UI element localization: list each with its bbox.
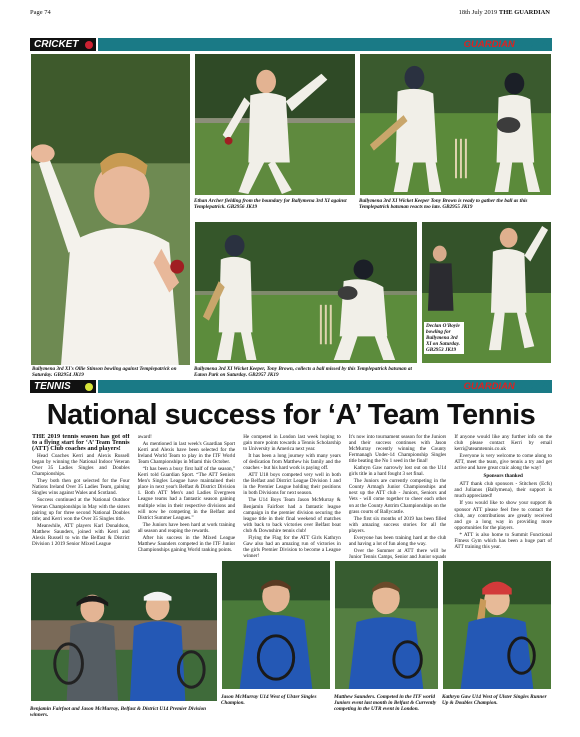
article-column-2: [138, 434, 236, 569]
paragraph: If you would like to show your support & sponsor ATT please feel free to contact the club, any contributions are greatly received and go a long way in providing more opportunities for the players.: [454, 500, 552, 531]
paragraph: * ATT is also home to Summit Functional Fitness Gym which has been a huge part of ATT training this year.: [454, 531, 552, 550]
publication-name: THE GUARDIAN: [498, 9, 550, 16]
issue-info: [459, 9, 550, 16]
paragraph: They both then got selected for the Four Nations Ireland Over 35 Ladies Team, gaining Singles wins against Wales and Scotland.: [32, 478, 130, 497]
paragraph: He competed in London last week hoping to gain more points towards a Tennis Scholarship to University in America next year.: [243, 434, 341, 453]
paragraph: The first six months of 2019 has been filled with amazing success stories for all the players.: [348, 515, 447, 534]
photo-matthew-saunders: [334, 560, 439, 690]
tennis-label-text: TENNIS: [34, 381, 71, 392]
article-body: [32, 434, 552, 569]
article-headline: National success for ‘A’ Team Tennis: [46, 399, 536, 431]
cricket-label-text: CRICKET: [34, 39, 79, 50]
photo-kathryn-gaw: [442, 560, 552, 690]
tennis-ball-icon: [85, 383, 93, 391]
paragraph: It's now into tournament season for the Juniors and their success continues with Jason McMurray recently winning the County Fermanagh Under-14 Championship Singles title beating the No 1 seed in the final!: [348, 434, 447, 465]
photo-tony-ready: [359, 53, 552, 196]
photo-ollie-bowling: [30, 53, 191, 371]
paragraph: After his success in the Mixed League Matthew Saunders competed in the ITF Junior Championships gaining World ranking points.: [137, 534, 236, 553]
article-column-3: [243, 434, 341, 569]
paragraph: “It has been a busy first half of the season,” Kerri told Guardian Sport. “The ATT Seniors Men's Singles League have maintained their place in next year's Belfast & District Division 1. Both ATT Men's and Ladies Evergreen League teams had a fantastic season gaining multiple wins in their respective divisions and will now be competing in the Belfast and District Summer Leagues.”: [137, 466, 236, 521]
caption-tony-collects: Ballymena 3rd XI Wicket Keeper, Tony Brown, collects a ball missed by this Templepatrick batsman at Eaton Park on Saturday. GB2957 JK19: [194, 366, 412, 378]
masthead-sport: SPORT: [517, 381, 550, 392]
photo-benjamin-jason: [30, 572, 218, 702]
article-column-4: [349, 434, 447, 569]
paragraph: Kathryn Gaw narrowly lost out on the U14 girls title in a hard fought 3 set final.: [348, 465, 447, 478]
caption-benjamin-jason: Benjamin Fairfoot and Jason McMurray, Belfast & District U14 Premier Division winners.: [30, 706, 207, 718]
caption-jason: Jason McMurray U14 West of Ulster Singles Champion.: [221, 694, 317, 706]
guardian-sport-masthead: [464, 380, 550, 393]
paragraph: Flying the Flag for the ATT Girls Kathryn Gaw also had an amazing run of victories in the girls Premier Division to become a League winner!: [243, 534, 341, 559]
lead-text: THE 2019 tennis season has got off to a flying start for ‘A’ Team Tennis (ATT) Club coaches and players!: [32, 434, 130, 453]
guardian-sport-masthead: [464, 38, 550, 51]
caption-declan: Declan O'Boyle bowling for Ballymena 3rd XI on Saturday. GB2953 JK19: [424, 322, 464, 354]
photo-ethan-fielding: [194, 53, 356, 196]
article-column-1: [32, 434, 130, 569]
paragraph: The U14 Boys Team Jason McMurray & Benjamin Fairfoot had a fantastic league campaign in the premier division securing the league title in their final weekend of matches with back to back victories over Belfast boat club & Downshire tennis club!: [243, 497, 341, 534]
caption-ethan: Ethan Archer fielding from the boundary for Ballymena 3rd XI against Templepatrick. GB2956 JK19: [194, 198, 347, 210]
paragraph: Head Coaches Kerri and Alexis Russell began by winning the National Indoor Veteran Over 35 Ladies Singles and Doubles Championships.: [32, 453, 130, 478]
caption-tony-ready: Ballymena 3rd XI Wicket Keeper Tony Brown is ready to gather the ball as this Templepatrick batsman reacts too late. GB2955 JK19: [359, 198, 528, 210]
masthead-guardian: GUARDIAN: [463, 39, 515, 50]
paragraph: As mentioned in last week's Guardian Sport Kerri and Alexis have been selected for the Ireland World Team to play in the ITF World Team Championships in Miami this October.: [137, 441, 236, 466]
issue-date: 18th July 2019: [458, 9, 498, 16]
caption-kathryn: Kathryn Gaw U14 West of Ulster Singles Runner Up & Doubles Champion.: [442, 694, 547, 706]
paragraph: It has been a long journey with many years of dedication from Matthew his family and the coaches - but his hard work is paying off.: [243, 453, 341, 472]
paragraph: The Juniors have been hard at work training all season and reaping the rewards.: [137, 521, 236, 534]
cricket-ball-icon: [85, 41, 93, 49]
subheading-sponsors: Sponsors thanked: [483, 473, 523, 480]
paragraph: ATT thank club sponsors - Stitchers (Ecfs) and Julianos (Ballymena), their support is much appreciated!: [454, 481, 552, 500]
paragraph: Everyone is very welcome to come along to ATT, meet the team, give tennis a try and get active and have great craic along the way!: [454, 453, 552, 472]
cricket-section-label: [30, 38, 96, 51]
photo-jason-mcmurray: [221, 560, 331, 690]
photo-tony-collects: [194, 221, 418, 364]
paragraph: Everyone has been training hard at the club and having a lot of fun along the way.: [348, 534, 447, 547]
page-header: [30, 0, 550, 16]
paragraph: If anyone would like any further info on the club please contact Kerri by email kerri@ateamtennis.co.uk: [454, 434, 552, 453]
masthead-guardian: GUARDIAN: [463, 381, 515, 392]
masthead-sport: SPORT: [517, 39, 550, 50]
tennis-section-label: [30, 380, 96, 393]
article-column-5: [454, 434, 552, 569]
paragraph: Meanwhile, ATT players Karl Donaldson, Matthew Saunders, joined with Kerri and Alexis Russell to win the Belfast & District Division 1 2019 Senior Mixed League: [32, 522, 130, 547]
paragraph: award!: [137, 434, 152, 440]
paragraph: Over the Summer at ATT there will be Junior Tennis Camps, Senior and Junior squads: [348, 547, 447, 560]
page-number: Page 74: [30, 9, 51, 16]
tennis-section-band: [30, 380, 552, 393]
paragraph: The Juniors are currently competing in the County Armagh Junior Championships and next up the ATT club - Juniors, Seniors and Vets - will come together to cheer each other on at the County Antrim Championships on the grass courts of Ballycastle.: [348, 478, 447, 515]
paragraph: ATT U18 boys competed very well in both the Belfast and District League Division 1 and in the Premier League holding their positions in both Divisions for next season.: [243, 472, 341, 497]
paragraph: Success continued at the National Outdoor Veteran Championships in May with the sisters pairing up for three second National Doubles title; and Kerri won the Over 35 Singles title.: [32, 497, 130, 522]
article-lead: [32, 434, 130, 452]
caption-ollie: Ballymena 3rd XI's Ollie Stinson bowling against Templepatrick on Saturday. GB2954 JK19: [30, 365, 191, 379]
cricket-section-band: [30, 38, 552, 51]
caption-matthew: Matthew Saunders. Competed in the ITF world Juniors event last month in Belfast & Currently competing in the UTR event in London.: [334, 694, 437, 712]
